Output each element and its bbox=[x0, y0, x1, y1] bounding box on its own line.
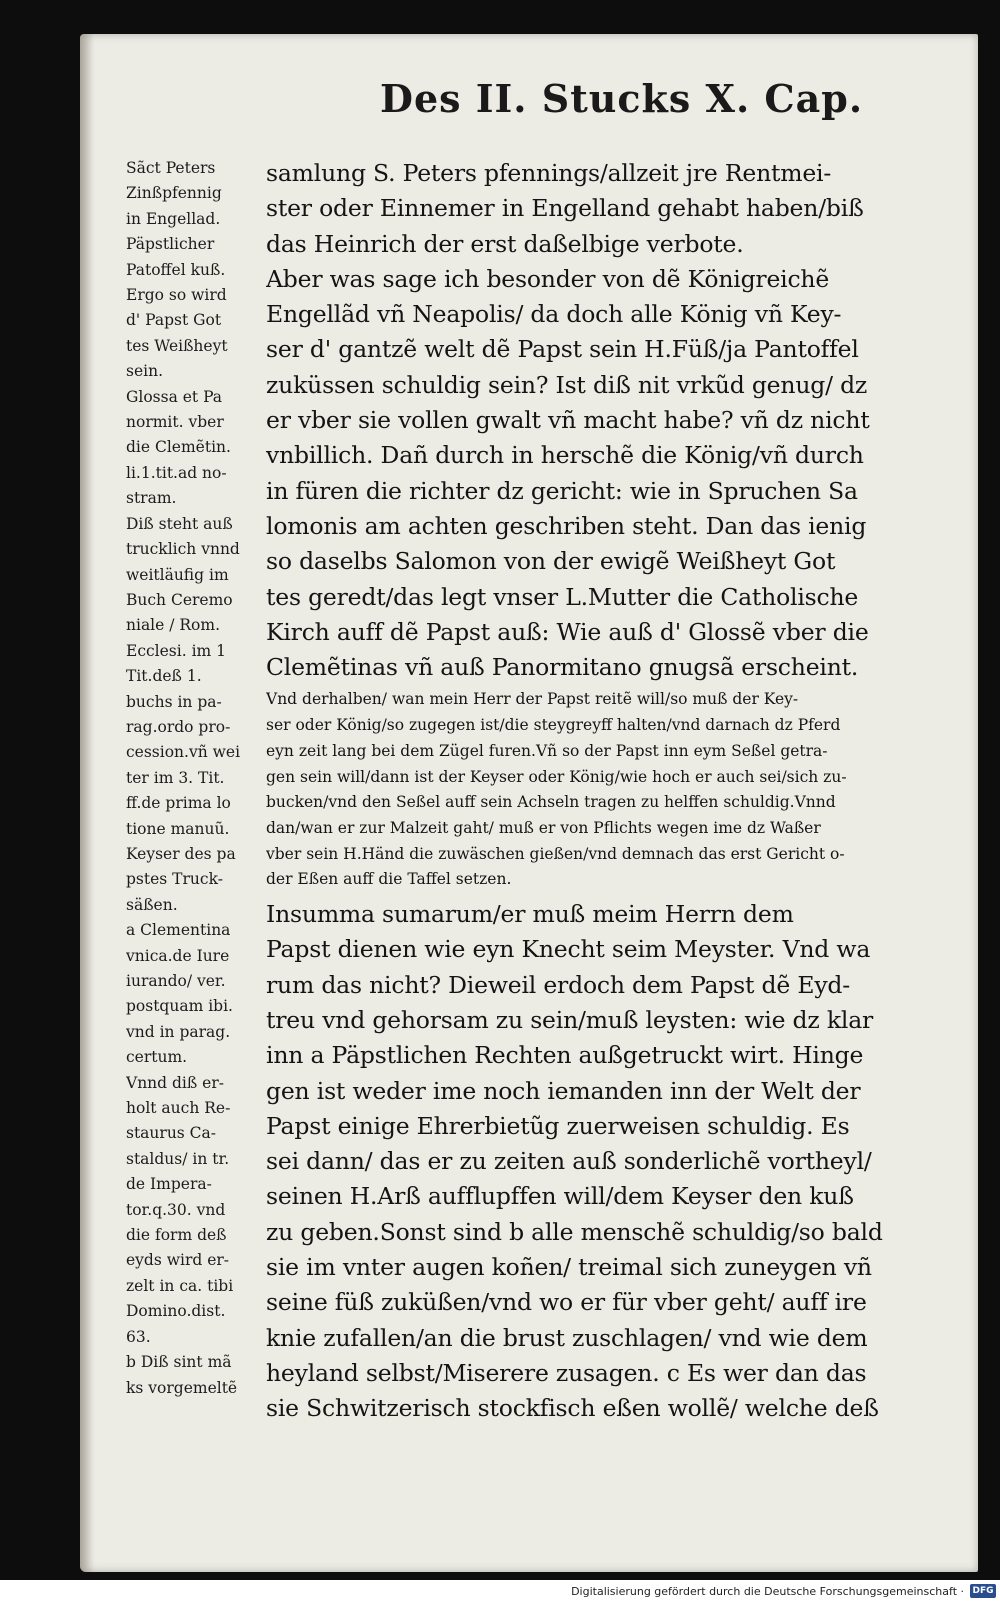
text-line: knie zufallen/an die brust zuschlagen/ vnd wie dem bbox=[266, 1323, 868, 1352]
text-line: Clemẽtinas vñ auß Panormitano gnugsã erscheint. bbox=[266, 653, 859, 682]
text-line: treu vnd gehorsam zu sein/muß leysten: wie dz klar bbox=[266, 1005, 874, 1034]
text-line: samlung S. Peters pfennings/allzeit jre Rentmei- bbox=[266, 159, 832, 187]
margin-note-line: postquam ibi. bbox=[126, 997, 233, 1016]
text-line-small: Vnd derhalben/ wan mein Herr der Papst reitẽ will/so muß der Key- bbox=[266, 690, 799, 709]
margin-note-line: in Engellad. bbox=[126, 209, 221, 228]
text-line-small: der Eßen auff die Taffel setzen. bbox=[266, 870, 512, 889]
margin-note-line: cession.vñ wei bbox=[126, 743, 241, 762]
margin-note-line: li.1.tit.ad no- bbox=[126, 463, 227, 482]
margin-note-line: Buch Ceremo bbox=[126, 590, 233, 609]
margin-notes bbox=[126, 156, 261, 1401]
margin-note-line: ks vorgemeltẽ bbox=[126, 1378, 238, 1397]
margin-note-line: Patoffel kuß. bbox=[126, 260, 226, 279]
text-line: ser d' gantzẽ welt dẽ Papst sein H.Füß/ja Pantoffel bbox=[266, 335, 859, 364]
margin-note-line: Keyser des pa bbox=[126, 844, 236, 863]
text-line: er vber sie vollen gwalt vñ macht habe? vñ dz nicht bbox=[266, 406, 870, 435]
margin-note-line: weitläufig im bbox=[126, 565, 229, 584]
text-line: Papst dienen wie eyn Knecht seim Meyster. Vnd wa bbox=[266, 935, 871, 964]
margin-note-line: a Clementina bbox=[126, 921, 231, 940]
margin-note-line: staurus Ca- bbox=[126, 1124, 217, 1143]
margin-note-line: stram. bbox=[126, 489, 177, 508]
text-line: in füren die richter dz gericht: wie in Spruchen Sa bbox=[266, 476, 858, 505]
margin-note-line: pstes Truck- bbox=[126, 870, 223, 889]
text-line: sie Schwitzerisch stockfisch eßen wollẽ/ welche deß bbox=[266, 1394, 879, 1423]
margin-note-line: ff.de prima lo bbox=[126, 794, 231, 813]
text-line-small: gen sein will/dann ist der Keyser oder König/wie hoch er auch sei/sich zu- bbox=[266, 767, 847, 786]
margin-note-line: die form deß bbox=[126, 1226, 227, 1245]
margin-note-line: d' Papst Got bbox=[126, 311, 222, 330]
text-line: zuküssen schuldig sein? Ist diß nit vrkũd genug/ dz bbox=[266, 370, 868, 399]
margin-note-line: buchs in pa- bbox=[126, 692, 222, 711]
margin-note-line: zelt in ca. tibi bbox=[126, 1276, 234, 1295]
margin-note-line: vnd in parag. bbox=[126, 1022, 231, 1041]
margin-note-line: Ergo so wird bbox=[126, 286, 227, 305]
text-line: sie im vnter augen koñen/ treimal sich zuneygen vñ bbox=[266, 1253, 872, 1282]
text-line: vnbillich. Dañ durch in herschẽ die König/vñ durch bbox=[266, 441, 864, 470]
margin-note-line: certum. bbox=[126, 1048, 188, 1067]
text-line: seinen H.Arß aufflupffen will/dem Keyser den kuß bbox=[266, 1182, 854, 1211]
text-line: rum das nicht? Dieweil erdoch dem Papst dẽ Eyd- bbox=[266, 970, 850, 999]
text-line: inn a Päpstlichen Rechten außgetruckt wirt. Hinge bbox=[266, 1041, 864, 1070]
text-line: zu geben.Sonst sind b alle menschẽ schuldig/so bald bbox=[266, 1217, 883, 1246]
margin-note-line: säßen. bbox=[126, 895, 178, 914]
text-line: Papst einige Ehrerbietũg zuerweisen schuldig. Es bbox=[266, 1111, 850, 1140]
text-line: tes geredt/das legt vnser L.Mutter die Catholische bbox=[266, 582, 859, 611]
margin-note-line: staldus/ in tr. bbox=[126, 1149, 230, 1168]
main-text bbox=[266, 156, 956, 1427]
text-line-small: vber sein H.Händ die zuwäschen gießen/vnd demnach das erst Gericht o- bbox=[266, 844, 845, 863]
margin-note-line: sein. bbox=[126, 362, 163, 381]
margin-note-line: holt auch Re- bbox=[126, 1099, 231, 1118]
margin-note-line: Diß steht auß bbox=[126, 514, 233, 533]
margin-note-line: Vnnd diß er- bbox=[126, 1073, 224, 1092]
margin-note-line: b Diß sint mã bbox=[126, 1353, 232, 1372]
book-page bbox=[80, 34, 978, 1572]
margin-note-line: eyds wird er- bbox=[126, 1251, 230, 1270]
margin-note-line: iurando/ ver. bbox=[126, 972, 226, 990]
margin-note-line: normit. vber bbox=[126, 413, 224, 432]
margin-note-line: Tit.deß 1. bbox=[126, 667, 202, 686]
margin-note-line: Ecclesi. im 1 bbox=[126, 641, 227, 660]
running-header: Des II. Stucks X. Cap. bbox=[380, 76, 864, 121]
margin-note-line: Glossa et Pa bbox=[126, 387, 223, 406]
margin-note-line: trucklich vnnd bbox=[126, 540, 240, 559]
text-line: ster oder Einnemer in Engelland gehabt haben/biß bbox=[266, 194, 864, 223]
margin-note-line: tione manuũ. bbox=[126, 819, 230, 838]
margin-note-line: Zinßpfennig bbox=[126, 184, 222, 203]
text-line: Engellãd vñ Neapolis/ da doch alle König vñ Key- bbox=[266, 300, 842, 329]
text-line-small: eyn zeit lang bei dem Zügel furen.Vñ so der Papst inn eym Seßel getra- bbox=[266, 741, 828, 760]
main-text-block-2-small bbox=[266, 687, 956, 893]
margin-note-line: Domino.dist. bbox=[126, 1302, 226, 1321]
margin-note-line: 63. bbox=[126, 1327, 151, 1346]
text-line: Aber was sage ich besonder von dẽ Königreichẽ bbox=[266, 264, 830, 293]
margin-note-line: tes Weißheyt bbox=[126, 336, 228, 355]
text-line: das Heinrich der erst daßelbige verbote. bbox=[266, 229, 744, 258]
margin-note-line: die Clemẽtin. bbox=[126, 438, 231, 457]
margin-note-line: vnica.de Iure bbox=[126, 946, 230, 965]
text-line: gen ist weder ime noch iemanden inn der Welt der bbox=[266, 1076, 861, 1105]
margin-note-line: Päpstlicher bbox=[126, 235, 215, 254]
text-line: Insumma sumarum/er muß meim Herrn dem bbox=[266, 900, 794, 929]
main-text-block-3 bbox=[266, 897, 956, 1426]
footer-credit: Digitalisierung gefördert durch die Deutsche Forschungsgemeinschaft · bbox=[571, 1585, 964, 1598]
margin-note-line: Sãct Peters bbox=[126, 159, 216, 177]
footer-bar bbox=[0, 1580, 1000, 1603]
margin-note-line: tor.q.30. vnd bbox=[126, 1200, 226, 1219]
text-line: seine füß zuküßen/vnd wo er für vber geht/ auff ire bbox=[266, 1288, 867, 1317]
text-line-small: bucken/vnd den Seßel auff sein Achseln tragen zu helffen schuldig.Vnnd bbox=[266, 793, 836, 812]
text-line-small: ser oder König/so zugegen ist/die steygreyff halten/vnd darnach dz Pferd bbox=[266, 716, 841, 735]
margin-note-line: de Impera- bbox=[126, 1175, 212, 1194]
text-line: heyland selbst/Miserere zusagen. c Es wer dan das bbox=[266, 1358, 867, 1387]
dfg-logo-icon: DFG bbox=[970, 1584, 996, 1598]
text-line: lomonis am achten geschriben steht. Dan das ienig bbox=[266, 511, 867, 540]
text-line: sei dann/ das er zu zeiten auß sonderlichẽ vortheyl/ bbox=[266, 1147, 872, 1176]
text-line: so daselbs Salomon von der ewigẽ Weißheyt Got bbox=[266, 547, 836, 576]
margin-note-line: ter im 3. Tit. bbox=[126, 768, 225, 787]
margin-note-line: rag.ordo pro- bbox=[126, 717, 231, 736]
text-line-small: dan/wan er zur Malzeit gaht/ muß er von Pflichts wegen ime dz Waßer bbox=[266, 818, 821, 837]
margin-note-line: niale / Rom. bbox=[126, 616, 221, 635]
main-text-block-1 bbox=[266, 156, 956, 685]
text-line: Kirch auff dẽ Papst auß: Wie auß d' Glossẽ vber die bbox=[266, 617, 869, 646]
